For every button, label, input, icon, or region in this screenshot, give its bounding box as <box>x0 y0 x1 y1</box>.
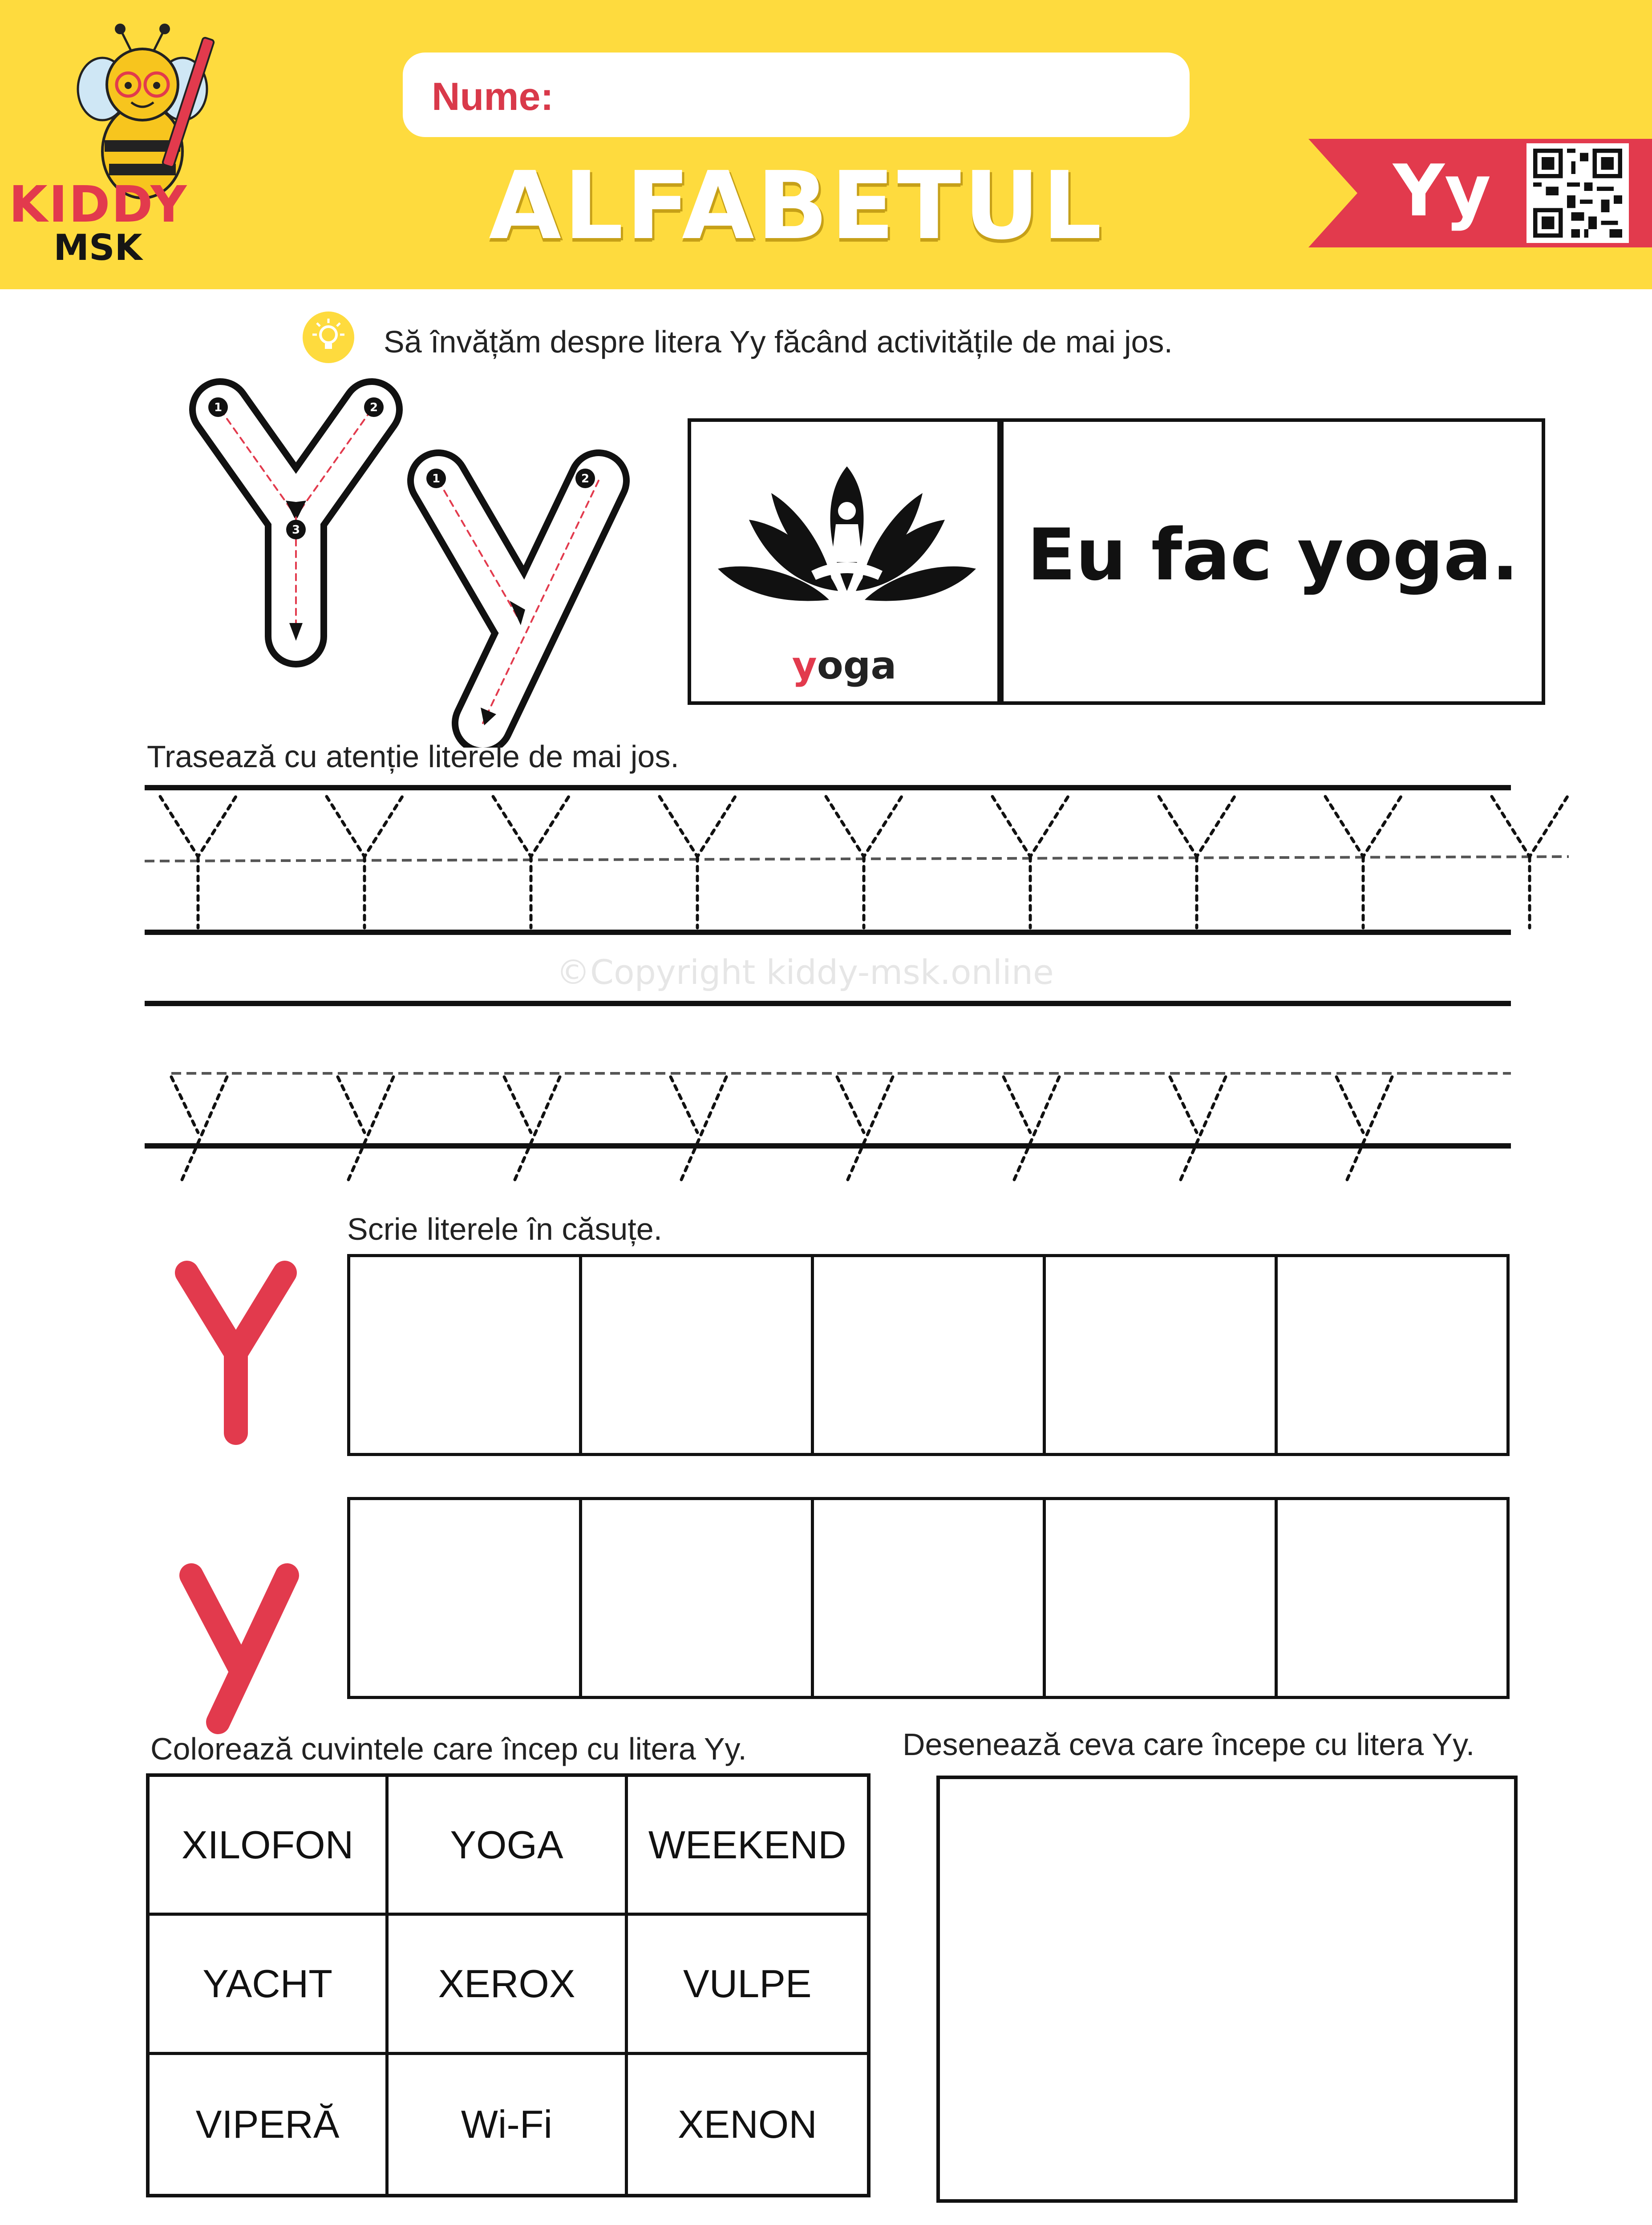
picture-word <box>691 643 997 688</box>
example-sentence: Eu fac yoga. <box>1027 513 1519 596</box>
writing-box[interactable] <box>350 1257 582 1453</box>
page-title: ALFABETUL <box>489 151 1105 260</box>
dotted-letter <box>992 797 1068 928</box>
writing-box[interactable] <box>582 1500 814 1696</box>
dotted-letter <box>837 1077 893 1184</box>
writing-box[interactable] <box>582 1257 814 1453</box>
copyright-watermark: ©Copyright kiddy-msk.online <box>556 952 1054 992</box>
writing-box[interactable] <box>1046 1500 1278 1696</box>
word-cell[interactable]: VULPE <box>628 1916 867 2055</box>
writing-box[interactable] <box>814 1257 1046 1453</box>
dotted-letter <box>160 797 236 928</box>
dotted-letter <box>826 797 902 928</box>
writing-box[interactable] <box>350 1500 582 1696</box>
dotted-letter <box>660 797 735 928</box>
word-cell[interactable]: Wi-Fi <box>389 2055 628 2194</box>
dotted-letter <box>504 1077 560 1184</box>
writing-box[interactable] <box>1046 1257 1278 1453</box>
letter-badge: Yy <box>1393 149 1491 232</box>
word-cell[interactable]: XENON <box>677 2102 817 2146</box>
svg-text:2: 2 <box>369 401 378 414</box>
word-cell[interactable]: XEROX <box>389 1916 628 2055</box>
svg-text:2: 2 <box>581 472 590 485</box>
picture-word-rest: oga <box>817 643 897 688</box>
writing-box[interactable] <box>1278 1500 1506 1696</box>
name-label: Nume: <box>432 74 554 118</box>
qr-code-icon <box>1526 143 1629 243</box>
dotted-letter <box>1325 797 1401 928</box>
dotted-letter <box>493 797 569 928</box>
letter-stroke-order-diagram <box>169 369 641 748</box>
trace-instruction: Trasează cu atenție literele de mai jos. <box>147 739 679 774</box>
card-divider <box>997 422 1004 701</box>
picture-word-first-letter: y <box>792 643 817 688</box>
lowercase-y-model <box>174 1558 303 1736</box>
uppercase-y-model <box>169 1255 303 1451</box>
word-cell[interactable]: WEEKEND <box>628 1777 867 1916</box>
dotted-letter <box>171 1077 227 1184</box>
dotted-letter <box>1336 1077 1392 1184</box>
dotted-letter <box>1170 1077 1226 1184</box>
word-cell[interactable]: XILOFON <box>150 1777 389 1916</box>
name-field[interactable] <box>403 53 1190 137</box>
color-words-instruction: Colorează cuvintele care încep cu litera Yy. <box>150 1731 747 1766</box>
dotted-letter <box>1159 797 1235 928</box>
picture-card <box>688 418 1545 705</box>
svg-text:1: 1 <box>432 472 441 485</box>
write-instruction: Scrie literele în căsuțe. <box>347 1212 663 1246</box>
word-grid <box>146 1773 871 2197</box>
lightbulb-icon <box>303 312 354 363</box>
svg-text:1: 1 <box>214 401 223 414</box>
writing-box[interactable] <box>1278 1257 1506 1453</box>
word-cell[interactable]: YACHT <box>150 1916 389 2055</box>
uppercase-writing-boxes <box>347 1254 1510 1456</box>
word-cell[interactable]: YOGA <box>389 1777 628 1916</box>
dotted-letter <box>327 797 402 928</box>
writing-box[interactable] <box>814 1500 1046 1696</box>
dotted-letter <box>1004 1077 1059 1184</box>
word-cell[interactable]: VIPERĂ <box>150 2055 389 2194</box>
dotted-letter <box>338 1077 393 1184</box>
svg-text:3: 3 <box>292 523 300 537</box>
yoga-icon <box>718 457 976 609</box>
dotted-letter <box>671 1077 726 1184</box>
draw-instruction: Desenează ceva care începe cu litera Yy. <box>903 1727 1475 1762</box>
intro-text: Să învățăm despre litera Yy făcând activitățile de mai jos. <box>384 324 1173 359</box>
logo-kiddy: KIDDY <box>9 176 188 234</box>
drawing-box[interactable] <box>936 1776 1518 2203</box>
logo-msk: MSK <box>53 227 142 268</box>
lowercase-writing-boxes <box>347 1497 1510 1699</box>
dotted-letter <box>1492 797 1567 928</box>
